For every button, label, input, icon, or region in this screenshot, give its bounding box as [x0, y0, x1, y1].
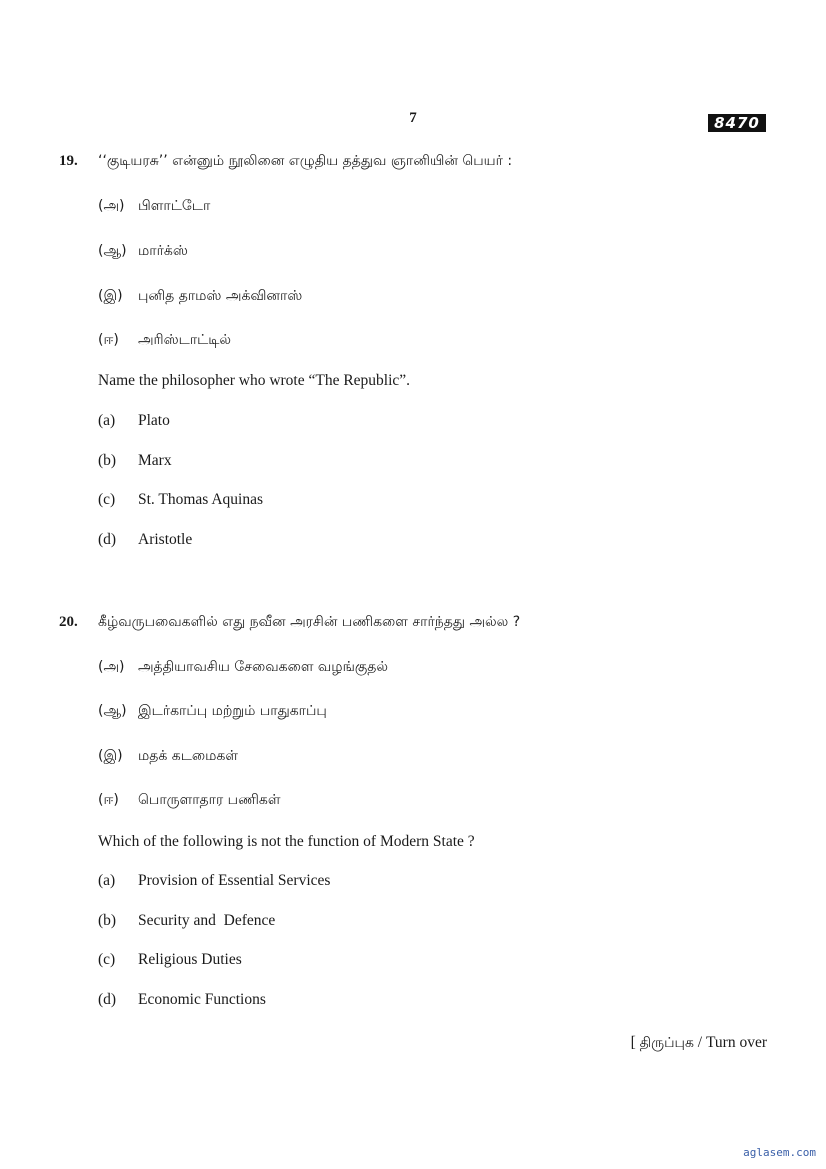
option-label: (இ)	[98, 288, 123, 304]
option-text: பிளாட்டோ	[138, 198, 211, 214]
watermark-link[interactable]: aglasem.com	[743, 1146, 816, 1159]
option-english	[98, 951, 242, 969]
option-tamil	[98, 659, 388, 677]
option-text: மார்க்ஸ்	[138, 243, 188, 259]
option-text: Plato	[138, 412, 170, 429]
option-english	[98, 452, 172, 470]
option-english	[98, 872, 330, 890]
option-english	[98, 491, 263, 509]
option-label: (ஈ)	[98, 792, 119, 808]
option-tamil	[98, 198, 210, 216]
turn-over-separator: /	[697, 1034, 703, 1051]
option-text: Aristotle	[138, 531, 193, 548]
option-tamil	[98, 703, 327, 721]
question-text-english: Which of the following is not the function of Modern State ?	[98, 833, 475, 850]
question-text-tamil: ‘‘குடியரசு’’ என்னும் நூலினை எழுதிய தத்துவ ஞானியின் பெயர் :	[98, 153, 513, 169]
option-text: St. Thomas Aquinas	[138, 491, 264, 508]
option-english	[98, 912, 275, 930]
question-text-tamil: கீழ்வருபவைகளில் எது நவீன அரசின் பணிகளை சார்ந்தது அல்ல ?	[98, 614, 521, 630]
option-label: (b)	[98, 452, 117, 469]
option-label: (d)	[98, 991, 117, 1008]
option-label: (அ)	[98, 659, 125, 675]
option-tamil	[98, 748, 238, 766]
option-text: அத்தியாவசிய சேவைகளை வழங்குதல்	[138, 659, 388, 675]
option-label: (c)	[98, 951, 116, 968]
option-label: (a)	[98, 412, 116, 429]
option-label: (ஆ)	[98, 703, 127, 719]
paper-code-badge: 8470	[708, 114, 766, 132]
option-label: (a)	[98, 872, 116, 889]
question-number: 20.	[59, 614, 78, 630]
option-tamil	[98, 243, 188, 261]
option-text: Religious Duties	[138, 951, 242, 968]
option-label: (அ)	[98, 198, 125, 214]
option-text: பொருளாதார பணிகள்	[138, 792, 281, 808]
turn-over-note	[631, 1034, 767, 1053]
option-text: அரிஸ்டாட்டில்	[138, 332, 232, 348]
turn-over-english: Turn over	[705, 1034, 767, 1051]
option-label: (d)	[98, 531, 117, 548]
option-text: புனித தாமஸ் அக்வினாஸ்	[138, 288, 303, 304]
option-label: (ஈ)	[98, 332, 119, 348]
option-tamil	[98, 332, 231, 350]
option-text: Provision of Essential Services	[138, 872, 331, 889]
question-text-english: Name the philosopher who wrote “The Republic”.	[98, 372, 411, 389]
option-text: Marx	[138, 452, 172, 469]
option-label: (ஆ)	[98, 243, 127, 259]
option-text: மதக் கடமைகள்	[138, 748, 238, 764]
option-text: இடர்காப்பு மற்றும் பாதுகாப்பு	[138, 703, 327, 719]
option-label: (இ)	[98, 748, 123, 764]
option-text: Economic Functions	[138, 991, 266, 1008]
option-english	[98, 531, 192, 549]
turn-over-tamil: திருப்புக	[639, 1035, 694, 1051]
option-english	[98, 991, 266, 1009]
question-number: 19.	[59, 153, 78, 169]
option-label: (c)	[98, 491, 116, 508]
option-tamil	[98, 288, 302, 306]
option-text: Security and Defence	[138, 912, 276, 929]
option-label: (b)	[98, 912, 117, 929]
option-tamil	[98, 792, 281, 810]
page-number: 7	[409, 110, 417, 126]
option-english	[98, 412, 170, 430]
turn-over-bracket: [	[630, 1034, 636, 1051]
